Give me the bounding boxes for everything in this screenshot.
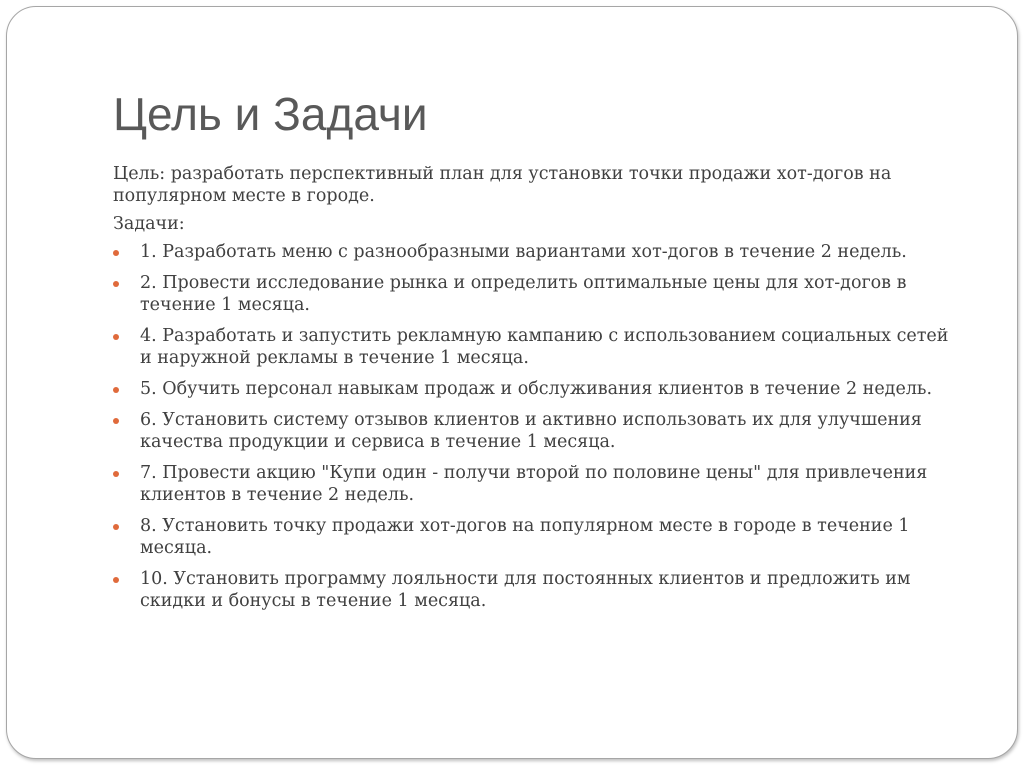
task-text: 7. Провести акцию "Купи один - получи второй по половине цены" для привлечения клиентов в течение 2 недель. xyxy=(140,463,928,505)
task-item xyxy=(113,462,953,506)
task-item xyxy=(113,241,953,263)
task-text: 2. Провести исследование рынка и определить оптимальные цены для хот-догов в течение 1 месяца. xyxy=(140,273,907,315)
task-item xyxy=(113,272,953,316)
task-text: 8. Установить точку продажи хот-догов на популярном месте в городе в течение 1 месяца. xyxy=(140,516,910,558)
task-text: 10. Установить программу лояльности для постоянных клиентов и предложить им скидки и бонусы в течение 1 месяца. xyxy=(140,569,911,611)
task-list xyxy=(113,241,953,612)
task-text: 5. Обучить персонал навыкам продаж и обслуживания клиентов в течение 2 недель. xyxy=(140,379,933,399)
bullet-icon xyxy=(113,387,119,393)
bullet-icon xyxy=(113,524,119,530)
goal-text: Цель: разработать перспективный план для установки точки продажи хот-догов на популярном месте в городе. xyxy=(113,164,892,206)
bullet-icon xyxy=(113,418,119,424)
tasks-label: Задачи: xyxy=(113,214,185,234)
task-item xyxy=(113,409,953,453)
task-item xyxy=(113,325,953,369)
task-text: 4. Разработать и запустить рекламную кампанию с использованием социальных сетей и наружной рекламы в течение 1 месяца. xyxy=(140,326,949,368)
bullet-icon xyxy=(113,250,119,256)
task-item xyxy=(113,378,953,400)
bullet-icon xyxy=(113,334,119,340)
slide-title: Цель и Задачи xyxy=(113,88,428,140)
bullet-icon xyxy=(113,281,119,287)
bullet-icon xyxy=(113,577,119,583)
bullet-icon xyxy=(113,471,119,477)
task-text: 6. Установить систему отзывов клиентов и активно использовать их для улучшения качества продукции и сервиса в течение 1 месяца. xyxy=(140,410,922,452)
task-text: 1. Разработать меню с разнообразными вариантами хот-догов в течение 2 недель. xyxy=(140,242,907,262)
slide-content xyxy=(113,163,953,621)
task-item xyxy=(113,515,953,559)
task-item xyxy=(113,568,953,612)
